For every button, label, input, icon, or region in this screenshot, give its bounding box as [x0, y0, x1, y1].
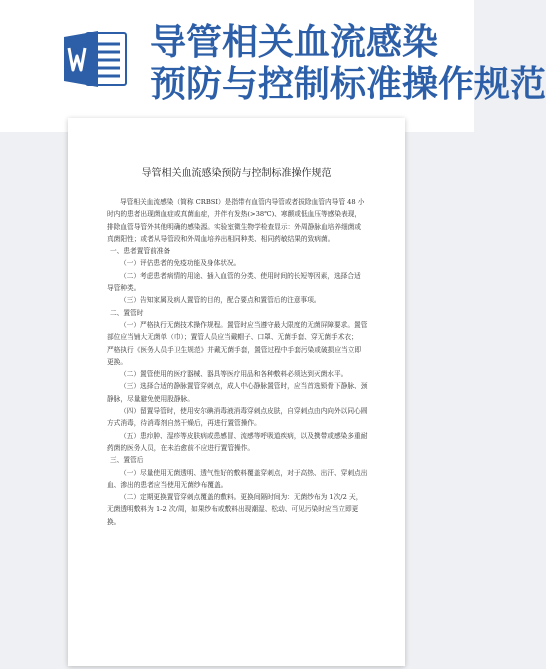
body-line: 更换。 — [107, 357, 128, 366]
body-line: 血、渗出的患者应当使用无菌纱布覆盖。 — [107, 480, 228, 489]
body-line: （三）告知家属及病人置管的目的，配合要点和置管后的注意事项。 — [120, 296, 321, 305]
body-line: 换。 — [107, 517, 121, 526]
body-line: 无菌透明敷料为 1-2 次/周，如果纱布或敷料出现潮湿、松动、可见污染时应当立即更 — [107, 505, 359, 514]
body-line: （二）考虑患者病情的用途、插入血管的分类、使用时间的长短等因素，选择合适 — [120, 271, 361, 280]
body-line: 排除血管导管外其他明确的感染源。实验室微生物学检查显示：外周静脉血培养细菌或 — [107, 222, 362, 231]
section-heading: 二、置管时 — [110, 308, 144, 317]
section-heading: 一、患者置管前准备 — [110, 247, 171, 256]
body-line: 静脉，尽量避免使用股静脉。 — [107, 394, 194, 403]
word-document-icon — [62, 30, 128, 88]
banner-title-line-2: 预防与控制标准操作规范 — [150, 64, 546, 105]
body-line: （二）定期更换置管穿刺点覆盖的敷料。更换间隔时间为：无菌纱布为 1次/2 天， — [120, 493, 363, 502]
body-line: 部位应当铺大无菌单（巾）；置管人员应当戴帽子、口罩、无菌手套、穿无菌手术衣； — [107, 333, 358, 342]
body-line: （一）尽量使用无菌透明、透气性好的敷料覆盖穿刺点，对于高热、出汗、穿刺点出 — [120, 468, 368, 477]
body-line: 真菌阳性；或者从导管段和外周血培养出相同种类、相同药敏结果的致病菌。 — [107, 234, 335, 243]
body-line: （二）置管使用的医疗器械、器具等医疗用品和各种敷料必须达到灭菌水平。 — [120, 370, 348, 379]
document-body — [107, 196, 369, 528]
document-title: 导管相关血流感染预防与控制标准操作规范 — [141, 168, 332, 179]
document-page — [68, 118, 405, 666]
body-line: （一）评估患者的免疫功能及身体状况。 — [120, 259, 241, 268]
body-line: 严格执行《医务人员手卫生规范》并戴无菌手套，置管过程中手套污染或破损应当立即 — [107, 345, 362, 354]
banner-title — [150, 22, 546, 106]
body-line: （四）留置导管时，使用安尔碘消毒液消毒穿刺点皮肤，自穿刺点由内向外以同心圆 — [120, 407, 368, 416]
body-line: 药菌的医务人员，在未治愈前不应进行置管操作。 — [107, 443, 255, 452]
body-line: 导管相关血流感染（简称 CRBSI）是指带有血管内导管或者拔除血管内导管 48 小 — [120, 198, 365, 206]
body-line: （五）患疖肿、湿疹等皮肤病或患感冒、流感等呼吸道疾病，以及携带或感染多重耐 — [120, 431, 368, 440]
body-line: （一）严格执行无菌技术操作规程。置管时应当遵守最大限度的无菌屏障要求。置管 — [120, 320, 368, 329]
body-line: 导管种类。 — [107, 284, 141, 293]
body-line: 时内的患者出现菌血症或真菌血症，并伴有发热(>38℃)、寒颤或低血压等感染表现， — [107, 210, 362, 219]
banner-title-line-1: 导管相关血流感染 — [150, 22, 439, 63]
banner — [0, 0, 546, 132]
body-line: 方式消毒，待消毒剂自然干燥后，再进行置管操作。 — [107, 419, 261, 428]
section-heading: 三、置管后 — [110, 456, 144, 465]
body-line: （三）选择合适的静脉置管穿刺点，成人中心静脉置管时，应当首选锁骨下静脉、颈 — [120, 382, 368, 391]
